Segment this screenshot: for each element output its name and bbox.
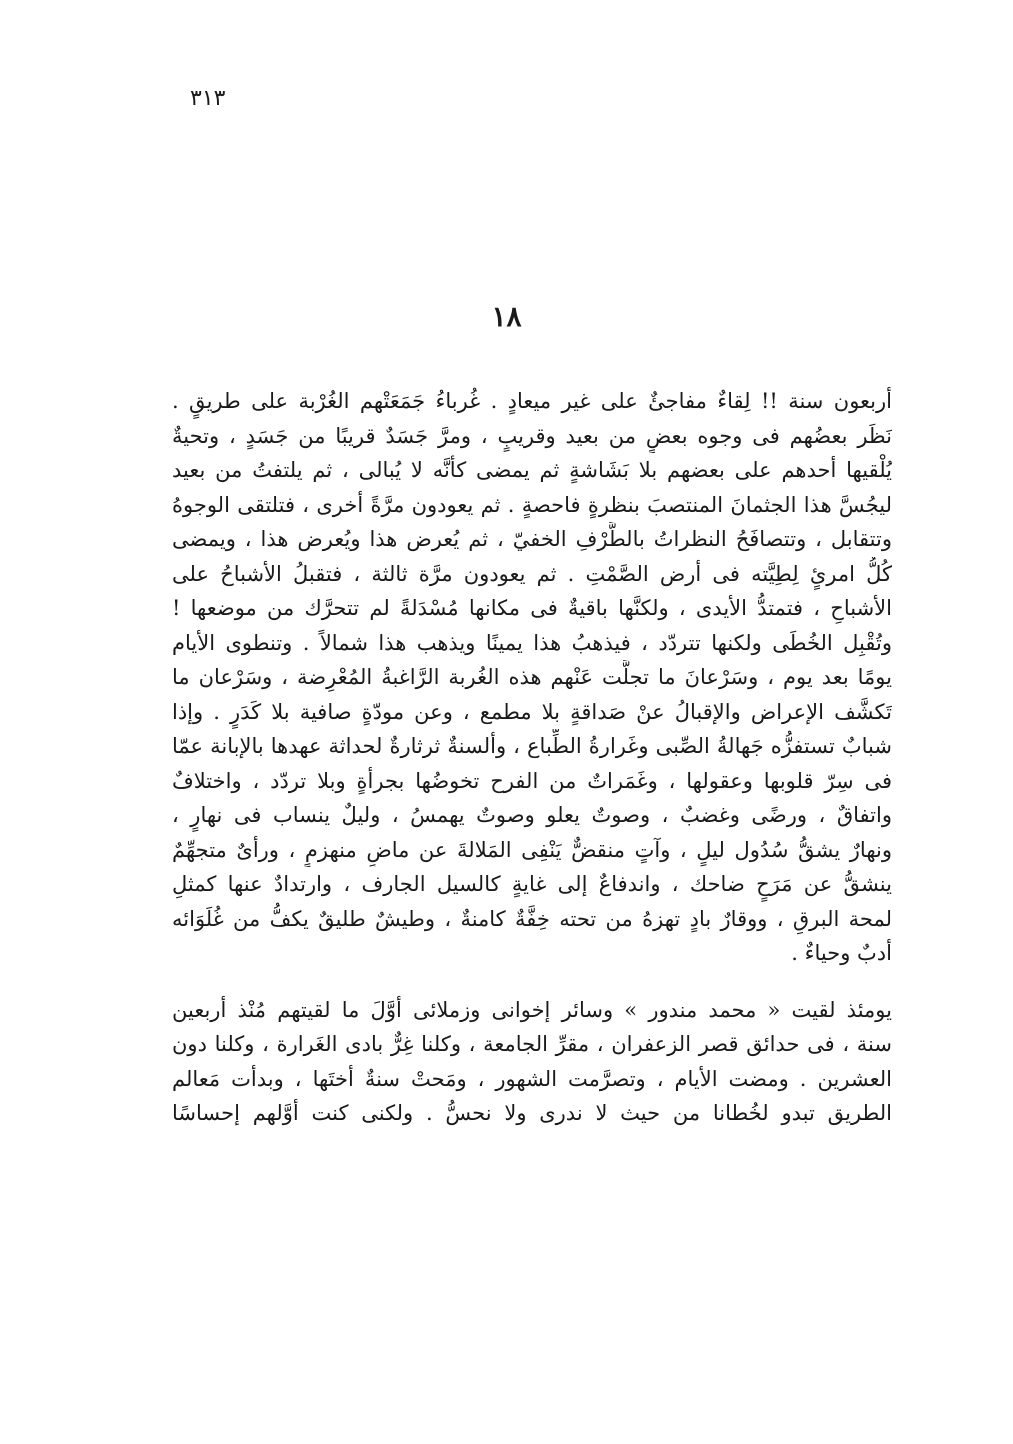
text-line: واتفاقٌ ، ورضًى وغضبٌ ، وصوتٌ يعلو وصوتٌ يهمسُ ، وليلٌ ينساب فى نهارٍ ، <box>172 803 892 827</box>
text-line: العشرين . ومضت الأيام ، وتصرَّمت الشهور ، ومَحتْ سنةٌ أختَها ، وبدأت مَعالم <box>172 1066 892 1091</box>
text-line: كُلُّ امرئٍ لِطِيَّته فى أرض الصَّمْتِ . ثم يعودون مرَّة ثالثة ، فتقبلُ الأشباحُ على <box>172 561 892 586</box>
text-line: نَظَر بعضُهم فى وجوه بعضٍ من بعيد وقريبٍ ، ومرَّ جَسَدٌ قريبًا من جَسَدٍ ، وتحيةٌ <box>172 423 892 448</box>
text-line: ينشقُّ عن مَرَحٍ ضاحك ، واندفاعٌ إلى غايةٍ كالسيل الجارف ، وارتدادٌ عنها كمثلِ <box>172 872 892 896</box>
text-line: يومًا بعد يوم ، وسَرْعانَ ما تجلَّت عَنْهم هذه الغُربة الرَّاغبةُ المُعْرِضة ، وسَرْعان ما <box>172 665 892 689</box>
text-line: يُلْقيها أحدهم على بعضهم بلا بَشَاشةٍ ثم يمضى كأنَّه لا يُبالى ، ثم يلتفتُ من بعيد <box>172 458 892 482</box>
text-line: شبابٌ تستفزُّه جَهالةُ الصِّبى وغَرارةُ الطِّباع ، وألسنةٌ ثرثارةٌ لحداثة عهدها بالإبانة عمّا <box>172 734 892 758</box>
body-text <box>172 384 892 1131</box>
text-line: وتُقْبِل الخُطَى ولكنها تتردّد ، فيذهبُ هذا يمينًا ويذهب هذا شمالاً . وتنطوى الأيام <box>172 630 892 655</box>
text-line: ونهارٌ يشقُّ سُدُول ليلٍ ، وآتٍ منقضٌّ يَنْفِى المَلالةَ عن ماضٍ منهزمٍ ، ورأىٌ متجهِّمٌ <box>172 837 892 862</box>
text-line: ليجُسَّ هذا الجثمانَ المنتصبَ بنظرةٍ فاحصةٍ . ثم يعودون مرَّةً أخرى ، فتلتقى الوجوهُ <box>172 492 892 517</box>
text-line: الأشباحِ ، فتمتدُّ الأيدى ، ولكنَّها باقيةٌ فى مكانها مُسْدَلةً لم تتحرَّك من موضعها ! <box>172 596 892 620</box>
chapter-number: ١٨ <box>491 300 522 333</box>
text-line: أربعون سنة !! لِقاءٌ مفاجئٌ على غير ميعادٍ . غُرباءُ جَمَعَتْهم الغُرْبة على طريقٍ . <box>172 389 892 413</box>
text-line: لمحة البرقِ ، ووقارٌ بادٍ تهزهُ من تحته خِفَّةٌ كامنةٌ ، وطيشٌ طليقٌ يكفُّ من غُلَوَائه <box>172 906 892 931</box>
page-number: ٣١٣ <box>190 86 226 111</box>
text-line: الطريق تبدو لخُطانا من حيث لا ندرى ولا نحسُّ . ولكنى كنت أوَّلهم إحساسًا <box>172 1101 892 1125</box>
text-line: يومئذ لقيت « محمد مندور » وسائر إخوانى وزملائى أوَّلَ ما لقيتهم مُنْذ أربعين <box>172 997 892 1022</box>
paragraph-1 <box>172 384 892 971</box>
text-line: سنة ، فى حدائق قصر الزعفران ، مقرِّ الجامعة ، وكلنا غِرٌّ بادى الغَرارة ، وكلنا دون <box>172 1032 892 1056</box>
text-line: أدبٌ وحياءٌ . <box>791 941 892 965</box>
text-line: فى سِرّ قلوبها وعقولها ، وغَمَراتٌ من الفرح تخوضُها بجرأةٍ وبلا تردّد ، واختلافٌ <box>172 768 892 793</box>
paragraph-2 <box>172 993 892 1131</box>
text-line: تَكشَّف الإعراض والإقبالُ عنْ صَداقةٍ بلا مطمع ، وعن مودّةٍ صافية بلا كَدَرٍ . وإذا <box>172 699 892 724</box>
text-line: وتتقابل ، وتتصافَحُ النظراتُ بالطَّرْفِ الخفيّ ، ثم يُعرض هذا ويُعرض هذا ، ويمضى <box>172 527 892 551</box>
